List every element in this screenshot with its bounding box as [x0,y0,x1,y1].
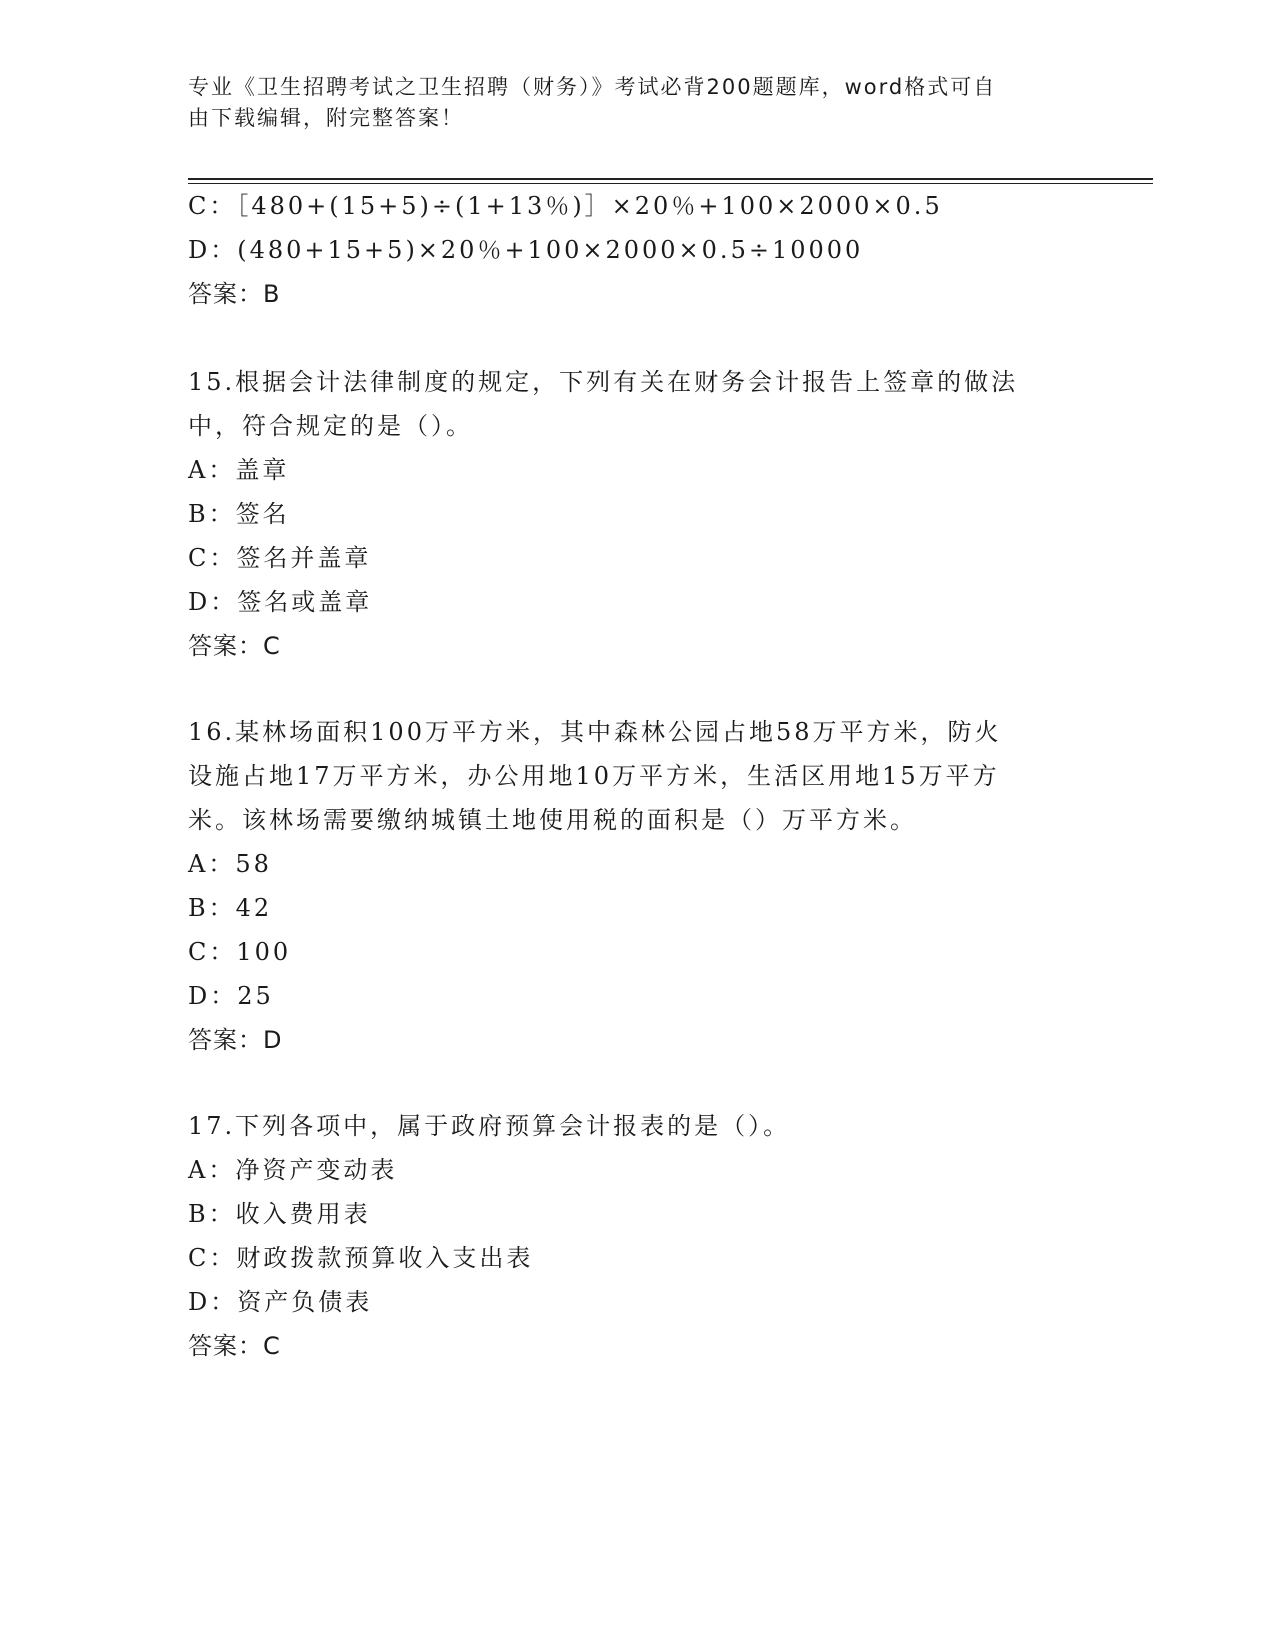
q17-option-c: C：财政拨款预算收入支出表 [188,1244,534,1272]
q16-option-b: B：42 [188,894,273,922]
q17-stem-line-1: 17.下列各项中，属于政府预算会计报表的是（）。 [188,1112,791,1140]
q14-answer: 答案：B [188,280,281,308]
q15-option-c: C：签名并盖章 [188,544,372,572]
q15-stem-line-2: 中，符合规定的是（）。 [188,412,473,440]
q16-stem-line-3: 米。该林场需要缴纳城镇土地使用税的面积是（）万平方米。 [188,806,917,834]
q16-option-a: A：58 [188,850,272,878]
header-divider-thin [188,183,1153,184]
q16-option-d: D：25 [188,982,274,1010]
q17-option-b: B：收入费用表 [188,1200,371,1228]
q16-stem-line-1: 16.某林场面积100万平方米，其中森林公园占地58万平方米，防火 [188,718,1002,746]
q17-answer: 答案：C [188,1332,281,1360]
header-divider-thick [188,178,1153,180]
header-line-2: 由下载编辑，附完整答案！ [188,106,464,130]
q15-option-a: A：盖章 [188,456,290,484]
q15-option-b: B：签名 [188,500,290,528]
q16-stem-line-2: 设施占地17万平方米，办公用地10万平方米，生活区用地15万平方 [188,762,1000,790]
q15-answer: 答案：C [188,632,281,660]
q15-stem-line-1: 15.根据会计法律制度的规定，下列有关在财务会计报告上签章的做法 [188,368,1019,396]
header-line-1: 专业《卫生招聘考试之卫生招聘（财务）》考试必背200题题库，word格式可自 [188,75,997,99]
q16-answer: 答案：D [188,1026,283,1054]
document-header [188,72,1068,134]
q14-option-c: C：［480+(15+5)÷(1+13％)］×20％+100×2000×0.5 [188,192,943,220]
q17-option-d: D：资产负债表 [188,1288,373,1316]
q16-option-c: C：100 [188,938,292,966]
q14-option-d: D：(480+15+5)×20％+100×2000×0.5÷10000 [188,236,864,264]
q15-option-d: D：签名或盖章 [188,588,373,616]
q17-option-a: A：净资产变动表 [188,1156,398,1184]
